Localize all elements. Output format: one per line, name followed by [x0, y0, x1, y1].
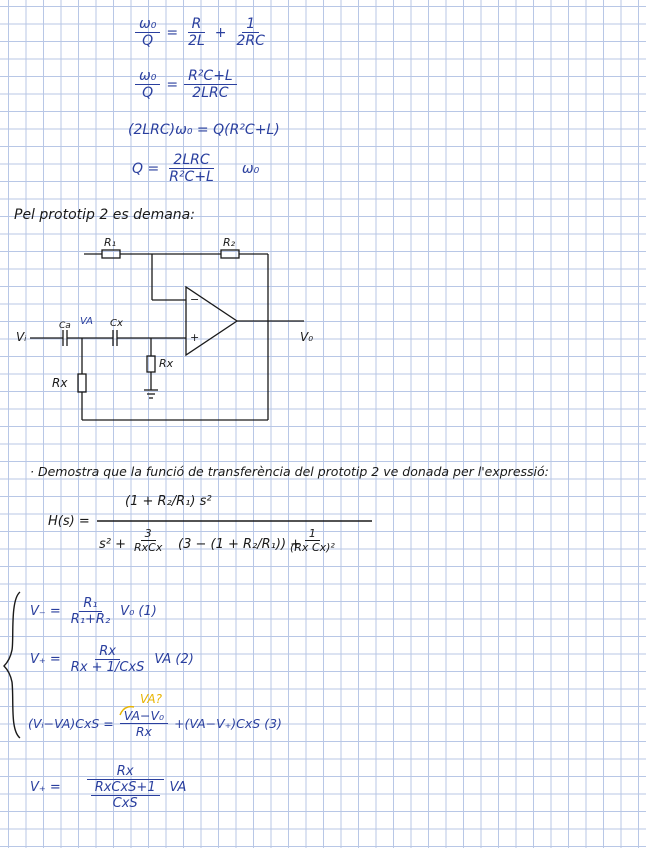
fraction-r-2l: $\frac{R}{2L}$: [188, 16, 205, 49]
fraction-r2c-l: $\frac{\text{R²C+L}}{\text{2LRC}}$: [184, 68, 237, 101]
fraction-w0-q: $\frac{\text{ω₀}}{Q}$: [135, 16, 160, 49]
transfer-den-d: $\frac{1}{\text{(Rx Cx)²}}$: [290, 527, 335, 554]
fraction-va-vo: $\frac{\text{VA−V₀}}{Rx}$: [120, 708, 168, 739]
label-rx-left: Rx: [52, 376, 68, 390]
task-statement: · Demostra que la funció de transferència del prototip 2 ve donada per l'expressió:: [30, 464, 549, 479]
fraction-r1: $\frac{\text{R₁}}{\text{R₁+R₂}}$: [70, 596, 111, 627]
label-r1: R₁: [104, 236, 117, 249]
fraction-rx: $\frac{Rx}{\text{Rx + 1/CxS}}$: [70, 644, 145, 675]
transfer-den-c: (3 − (1 + R₂/R₁)) +: [178, 537, 302, 552]
label-cx: Cx: [110, 318, 123, 329]
transfer-numerator: (1 + R₂/R₁) s²: [125, 494, 212, 509]
label-vi: Vᵢ: [16, 330, 27, 344]
eq-v-minus: V₋ = $\frac{\text{R₁}}{\text{R₁+R₂}}$ V₀ (1): [30, 596, 157, 627]
section-heading: Pel prototip 2 es demana:: [14, 207, 195, 223]
fraction-q-result: $\frac{\text{2LRC}}{\text{R²C+L}}$: [169, 152, 214, 185]
fraction-1-2rc: $\frac{1}{2RC}$: [236, 16, 265, 49]
eq-q-result: Q = $\frac{\text{2LRC}}{\text{R²C+L}}$ ω₀: [132, 152, 260, 185]
label-va: VA: [80, 316, 94, 327]
label-vo: V₀: [300, 330, 314, 344]
label-rx-mid: Rx: [159, 357, 174, 370]
fraction-w0-q-2: $\frac{\text{ω₀}}{Q}$: [135, 68, 160, 101]
label-ca: Ca: [59, 321, 71, 331]
label-minus: −: [190, 293, 200, 306]
eq-cross-multiplied: (2LRC)ω₀ = Q(R²C+L): [128, 122, 280, 138]
transfer-den-a: s² +: [99, 537, 127, 552]
transfer-lhs: H(s) =: [48, 514, 90, 529]
eq-w0-over-q-combined: $\frac{\text{ω₀}}{Q}$ = $\frac{\text{R²C+L}}{\text{2LRC}}$: [135, 68, 237, 101]
eq-v-plus: V₊ = $\frac{Rx}{\text{Rx + 1/CxS}}$ VA (2): [30, 644, 194, 675]
label-plus: +: [190, 331, 200, 344]
eq-final-v-plus: V₊ = Rx RxCxS+1 CxS VA: [30, 764, 187, 811]
annotation-va-question: VA?: [140, 692, 162, 706]
label-r2: R₂: [223, 236, 236, 249]
eq-w0-over-q-sum: $\frac{\text{ω₀}}{Q}$ = $\frac{R}{2L}$ + $\frac{1}{2RC}$: [135, 16, 269, 49]
fraction-final: Rx RxCxS+1 CxS: [87, 764, 164, 811]
transfer-den-b: 3 RxCx: [134, 527, 163, 554]
eq-kcl: (Vᵢ−VA)CxS = $\frac{\text{VA−V₀}}{Rx}$ +(VA−V₊)CxS (3): [28, 708, 282, 739]
